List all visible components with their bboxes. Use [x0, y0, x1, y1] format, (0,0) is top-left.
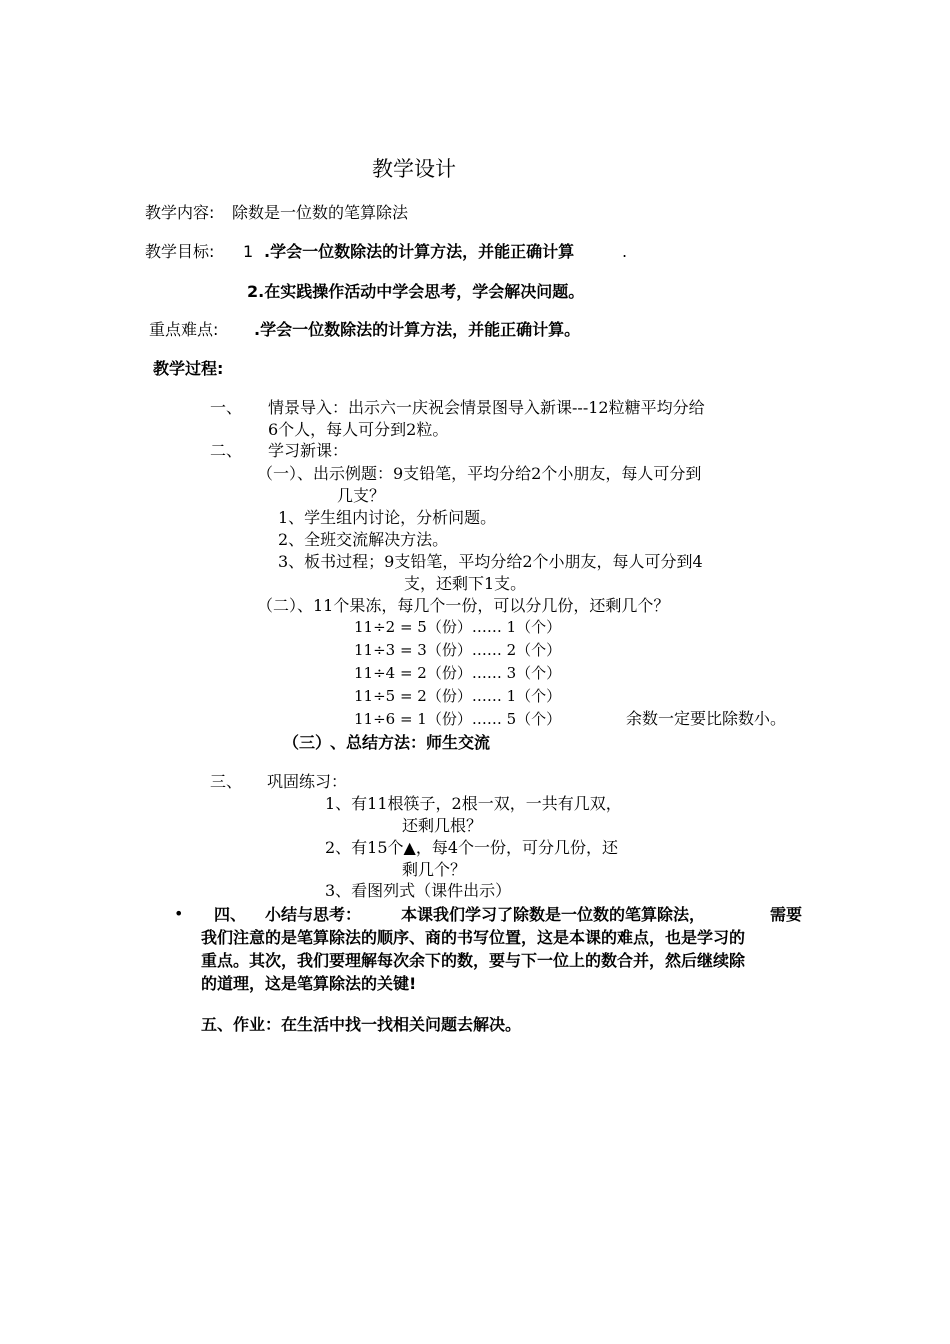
section-2-number: 二、	[210, 441, 243, 460]
example-1-line-2: 几支？	[337, 486, 386, 505]
equation-2: 11÷3 = 3（份）…… 2（个）	[354, 641, 562, 659]
exercise-1-line-2: 还剩几根？	[402, 816, 483, 835]
exercise-2-line-2: 剩几个？	[402, 860, 467, 879]
equation-1: 11÷2 = 5（份）…… 1（个）	[354, 618, 562, 636]
document-title: 教学设计	[372, 157, 456, 181]
content-value: 除数是一位数的笔算除法	[232, 203, 409, 222]
section-3-title: 巩固练习：	[267, 772, 348, 791]
goal-1-text: .学会一位数除法的计算方法，并能正确计算	[264, 242, 575, 261]
section-5-homework: 五、作业：在生活中找一找相关问题去解决。	[201, 1015, 522, 1034]
step-1: 1、学生组内讨论，分析问题。	[278, 508, 497, 527]
section-4-title: 小结与思考：	[265, 905, 362, 924]
example-3-text: 、总结方法：师生交流	[330, 733, 491, 752]
section-4-line-2: 我们注意的是笔算除法的顺序、商的书写位置，这是本课的难点，也是学习的	[201, 928, 746, 947]
step-3-line-2: 支，还剩下1支。	[404, 574, 527, 593]
exercise-2-line-1: 2、有15个▲，每4个一份，可分几份，还	[325, 838, 619, 857]
equation-3: 11÷4 = 2（份）…… 3（个）	[354, 664, 562, 682]
goals-label: 教学目标:	[145, 242, 215, 261]
example-1-line-1: （一）、出示例题：9支铅笔，平均分给2个小朋友，每人可分到	[257, 464, 702, 483]
section-1-number: 一、	[210, 398, 243, 417]
section-4-line-4: 的道理，这是笔算除法的关键!	[201, 974, 417, 993]
goal-1-number: 1	[243, 242, 254, 261]
step-3-line-1: 3、板书过程；9支铅笔，平均分给2个小朋友，每人可分到4	[278, 552, 703, 571]
equation-4: 11÷5 = 2（份）…… 1（个）	[354, 687, 562, 705]
section-1-line-1: 情景导入：出示六一庆祝会情景图导入新课---12粒糖平均分给	[268, 398, 705, 417]
goal-1-trail: .	[622, 242, 628, 261]
exercise-1-line-1: 1、有11根筷子，2根一双，一共有几双，	[325, 794, 622, 813]
section-4-number: 四、	[214, 905, 247, 924]
section-2-title: 学习新课：	[268, 441, 349, 460]
exercise-3: 3、看图列式（课件出示）	[325, 881, 512, 900]
section-4-line-1b: 需要	[770, 905, 803, 924]
goal-2-text: 2.在实践操作活动中学会思考，学会解决问题。	[247, 282, 585, 301]
content-label: 教学内容:	[145, 203, 215, 222]
remainder-note: 余数一定要比除数小。	[626, 709, 787, 728]
example-3-number: （三）	[283, 733, 332, 752]
section-4-line-1a: 本课我们学习了除数是一位数的笔算除法，	[401, 905, 706, 924]
step-2: 2、全班交流解决方法。	[278, 530, 449, 549]
section-4-bullet: •	[174, 904, 184, 923]
process-label: 教学过程:	[153, 359, 224, 378]
key-value: .学会一位数除法的计算方法，并能正确计算。	[254, 320, 581, 339]
example-2: （二）、11个果冻，每几个一份，可以分几份，还剩几个？	[257, 596, 670, 615]
equation-5: 11÷6 = 1（份）…… 5（个）	[354, 710, 562, 728]
key-label: 重点难点:	[149, 320, 219, 339]
section-3-number: 三、	[210, 772, 243, 791]
section-1-line-2: 6个人，每人可分到2粒。	[268, 420, 449, 439]
section-4-line-3: 重点。其次，我们要理解每次余下的数，要与下一位上的数合并，然后继续除	[201, 951, 746, 970]
